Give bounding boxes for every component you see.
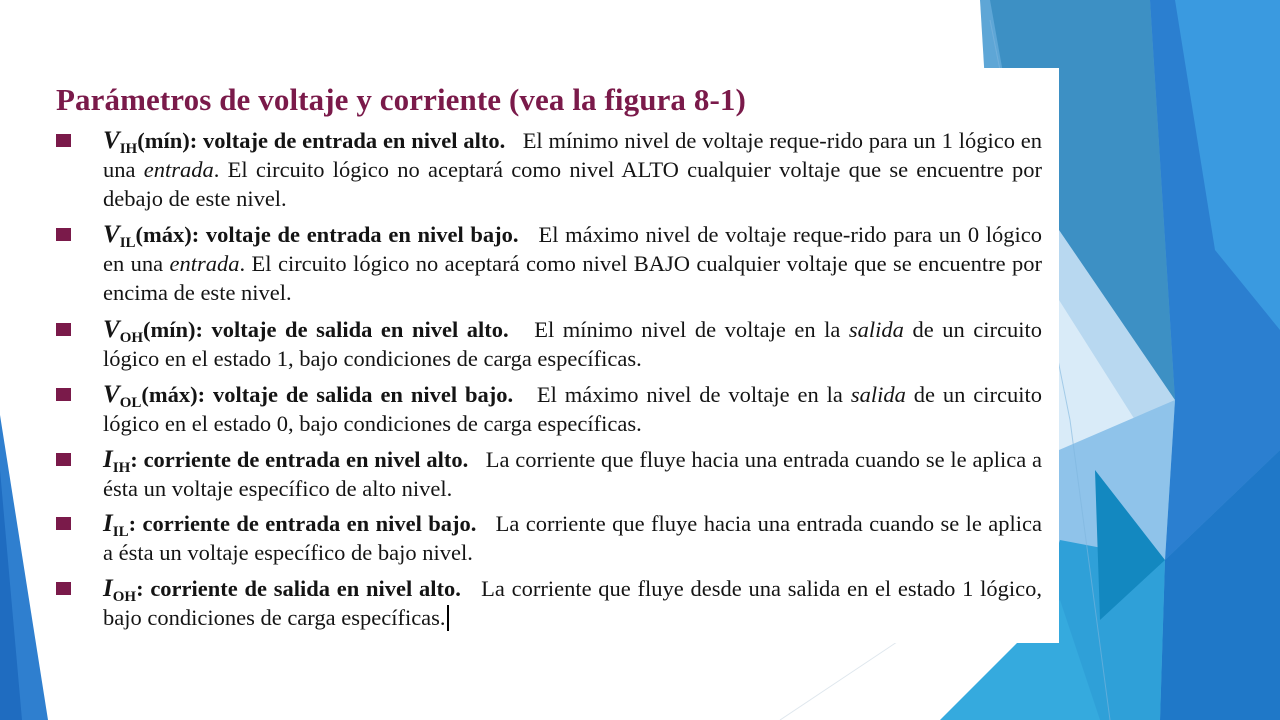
bullet-square-icon [56,582,71,595]
parameter-description-cont: . El circuito lógico no aceptará como nivel ALTO cualquier voltaje que se encuentre por debajo de este nivel. [103,157,1042,211]
parameter-heading: (máx): voltaje de salida en nivel bajo. [141,382,514,407]
bullet-square-icon [56,517,71,530]
parameter-subscript: IL [119,235,136,251]
text-panel [42,68,1059,643]
parameter-symbol: V [103,221,120,248]
parameter-description: El máximo nivel de voltaje en la [536,382,851,407]
parameter-description: El máximo nivel de voltaje reque-rido para un 0 lógico en una [103,222,1042,276]
parameter-heading: : corriente de entrada en nivel bajo. [128,511,477,536]
parameter-description: El mínimo nivel de voltaje reque-rido para un 1 lógico en una [103,128,1042,182]
parameter-symbol: V [103,316,120,343]
parameter-heading: : corriente de entrada en nivel alto. [130,447,469,472]
parameter-subscript: OL [119,395,142,411]
parameter-description: La corriente que fluye hacia una entrada cuando se le aplica a ésta un voltaje específico de alto nivel. [103,447,1043,501]
bullet-square-icon [56,453,71,466]
emphasized-term: entrada [169,251,240,276]
parameter-symbol: V [103,381,120,408]
parameter-description: La corriente que fluye hacia una entrada cuando se le aplica a ésta un voltaje específico de bajo nivel. [103,511,1043,565]
parameter-symbol: I [103,446,113,473]
parameter-description: El mínimo nivel de voltaje en la [534,317,849,342]
parameter-symbol: V [103,127,120,154]
parameter-heading: (máx): voltaje de entrada en nivel bajo. [135,222,519,247]
emphasized-term: entrada [143,157,214,182]
bullet-square-icon [56,323,71,336]
bullet-square-icon [56,388,71,401]
parameter-description-cont: de un circuito lógico en el estado 0, bajo condiciones de carga específicas. [103,382,1042,436]
parameter-description-cont: . El circuito lógico no aceptará como nivel BAJO cualquier voltaje que se encuentre por encima de este nivel. [103,251,1042,305]
emphasized-term: salida [850,382,906,407]
parameter-subscript: IH [119,141,138,157]
parameter-subscript: OH [119,330,144,346]
parameter-subscript: OH [112,589,137,605]
parameter-subscript: IL [112,524,129,540]
parameter-symbol: I [103,575,113,602]
parameter-subscript: IH [112,460,131,476]
text-cursor [447,605,449,631]
parameter-description-cont: de un circuito lógico en el estado 1, bajo condiciones de carga específicas. [103,317,1042,371]
parameter-heading: (mín): voltaje de salida en nivel alto. [143,317,509,342]
parameter-description: La corriente que fluye desde una salida en el estado 1 lógico, bajo condiciones de carga específicas. [103,576,1043,630]
parameter-heading: (mín): voltaje de entrada en nivel alto. [137,128,506,153]
emphasized-term: salida [848,317,904,342]
parameter-symbol: I [103,510,113,537]
page-title: Parámetros de voltaje y corriente (vea la figura 8-1) [56,82,746,117]
bullet-square-icon [56,228,71,241]
parameter-heading: : corriente de salida en nivel alto. [136,576,461,601]
bullet-square-icon [56,134,71,147]
